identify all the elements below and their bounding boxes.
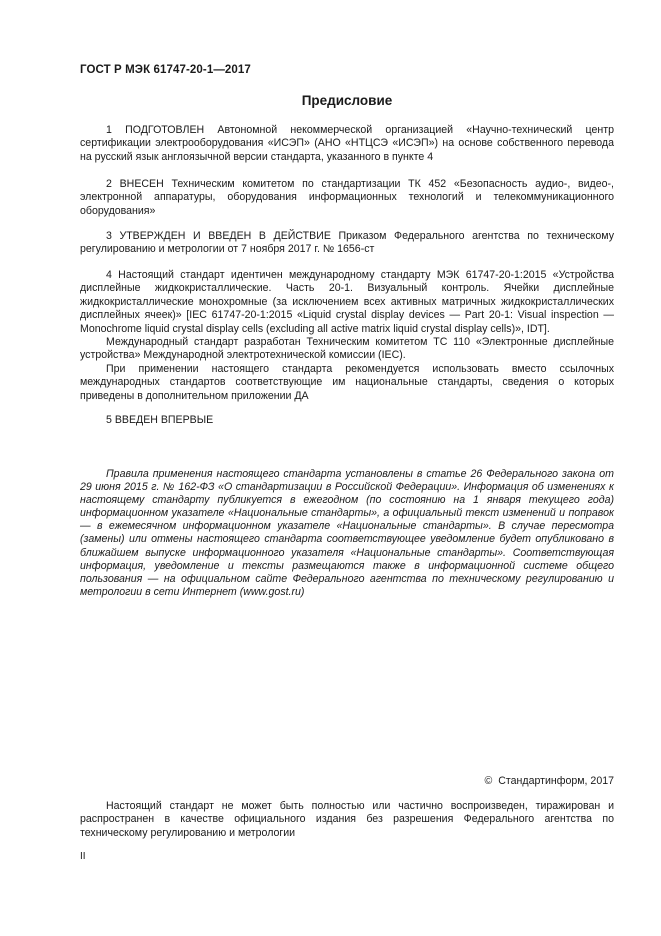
page-number: II xyxy=(80,851,86,862)
paragraph-approved: 3 УТВЕРЖДЕН И ВВЕДЕН В ДЕЙСТВИЕ Приказом Федерального агентства по техническому регулированию и метрологии от 7 ноября 2017 г. № 1656-ст xyxy=(80,230,614,256)
paragraph-identical: 4 Настоящий стандарт идентичен международному стандарту МЭК 61747-20-1:2015 «Устройства дисплейные жидкокристаллические. Часть 20-1. Визуальный контроль. Ячейки дисплейные жидкокристаллические монохромные (за исключением всех активных матричных жидкокристаллических дисплейных ячеек)» [IEC 61747-20-1:2015 «Liquid crystal display devices — Part 20-1: Visual inspection — Monochrome liquid crystal display cells (excluding all active matrix liquid crystal display cells)», IDT]. xyxy=(80,269,614,335)
rights-notice: Настоящий стандарт не может быть полностью или частично воспроизведен, тиражирован и распространен в качестве официального издания без разрешения Федерального агентства по техническому регулированию и метрологии xyxy=(80,800,614,839)
paragraph-committee: Международный стандарт разработан Техническим комитетом ТС 110 «Электронные дисплейные устройства» Международной электротехнической комиссии (IEC). xyxy=(80,336,614,362)
paragraph-submitted: 2 ВНЕСЕН Техническим комитетом по стандартизации ТК 452 «Безопасность аудио-, видео-, электронной аппаратуры, оборудования информационных технологий и телекоммуникационного оборудования» xyxy=(80,178,614,217)
rules-notice: Правила применения настоящего стандарта установлены в статье 26 Федерального закона от 29 июня 2015 г. № 162-ФЗ «О стандартизации в Российской Федерации». Информация об изменениях к настоящему стандарту публикуется в ежегодном (по состоянию на 1 января текущего года) информационном указателе «Национальные стандарты», а официальный текст изменений и поправок — в ежемесячном информационном указателе «Национальные стандарты». В случае пересмотра (замены) или отмены настоящего стандарта соответствующее уведомление будет опубликовано в ближайшем выпуске информационного указателя «Национальные стандарты». Соответствующая информация, уведомление и тексты размещаются также в информационной системе общего пользования — на официальном сайте Федерального агентства по техническому регулированию и метрологии в сети Интернет (www.gost.ru) xyxy=(80,468,614,598)
paragraph-prepared: 1 ПОДГОТОВЛЕН Автономной некоммерческой организацией «Научно-технический центр сертификации электрооборудования «ИСЭП» (АНО «НТЦСЭ «ИСЭП») на основе собственного перевода на русский язык англоязычной версии стандарта, указанного в пункте 4 xyxy=(80,124,614,163)
paragraph-application: При применении настоящего стандарта рекомендуется использовать вместо ссылочных международных стандартов соответствующие им национальные стандарты, сведения о которых приведены в дополнительном приложении ДА xyxy=(80,363,614,402)
copyright-icon: © xyxy=(484,775,493,787)
document-page xyxy=(80,0,614,936)
copyright-text: Стандартинформ, 2017 xyxy=(498,775,614,787)
copyright-line xyxy=(484,775,614,787)
document-code: ГОСТ Р МЭК 61747-20-1—2017 xyxy=(80,64,251,76)
page-title: Предисловие xyxy=(301,93,393,108)
paragraph-introduced: 5 ВВЕДЕН ВПЕРВЫЕ xyxy=(106,414,214,426)
